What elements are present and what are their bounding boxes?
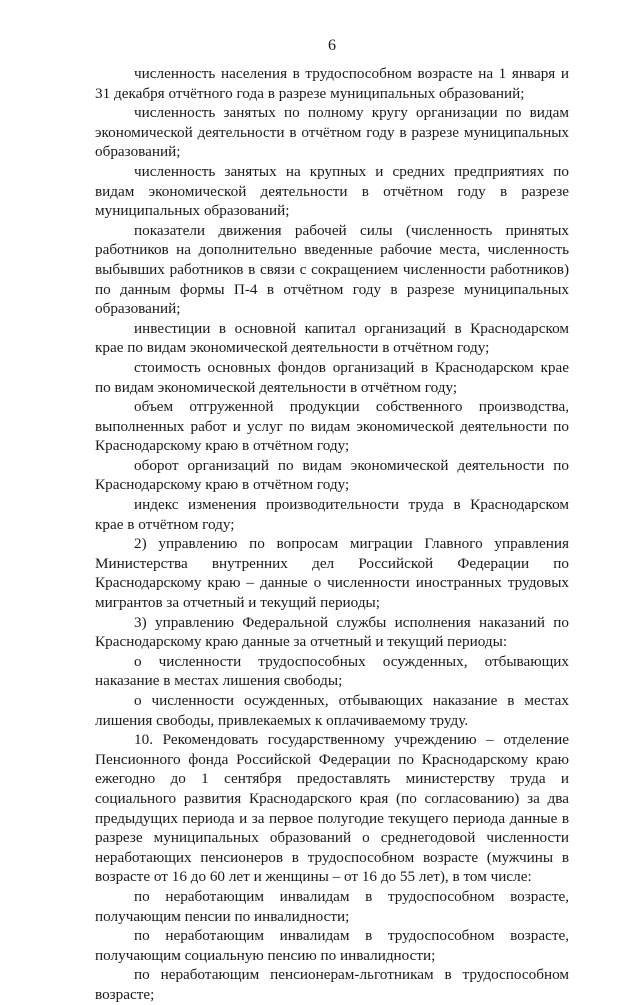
- paragraph: численность занятых по полному кругу организации по видам экономической деятельности в отчётном году в разрезе муниципальных образований;: [95, 104, 569, 161]
- paragraph: по неработающим инвалидам в трудоспособном возрасте, получающим пенсии по инвалидности;: [95, 887, 569, 925]
- paragraph: по неработающим инвалидам в трудоспособном возрасте, получающим социальную пенсию по инвалидности;: [95, 927, 569, 964]
- paragraph: о численности трудоспособных осужденных, отбывающих наказание в местах лишения свободы;: [95, 652, 569, 690]
- body-text: [95, 64, 569, 1005]
- paragraph: по неработающим пенсионерам-льготникам в трудоспособном возрасте;: [95, 966, 569, 1003]
- paragraph: 3) управлению Федеральной службы исполнения наказаний по Краснодарскому краю данные за отчетный и текущий периоды:: [95, 613, 569, 651]
- paragraph: объем отгруженной продукции собственного производства, выполненных работ и услуг по видам экономической деятельности по Краснодарскому краю в отчётном году;: [95, 398, 569, 455]
- paragraph: оборот организаций по видам экономической деятельности по Краснодарскому краю в отчётном году;: [95, 456, 569, 494]
- paragraph: показатели движения рабочей силы (численность принятых работников на дополнительно введенные рабочие места, численность выбывших работников в связи с сокращением численности работников) по данным формы П-4 в отчётном году в разрезе муниципальных образований;: [95, 221, 569, 318]
- paragraph: индекс изменения производительности труда в Краснодарском крае в отчётном году;: [95, 496, 569, 533]
- paragraph: стоимость основных фондов организаций в Краснодарском крае по видам экономической деятельности в отчётном году;: [95, 358, 569, 396]
- paragraph: инвестиции в основной капитал организаций в Краснодарском крае по видам экономической деятельности в отчётном году;: [95, 319, 569, 357]
- paragraph: о численности осужденных, отбывающих наказание в местах лишения свободы, привлекаемых к оплачиваемому труду.: [95, 692, 569, 729]
- paragraph: численность населения в трудоспособном возрасте на 1 января и 31 декабря отчётного года в разрезе муниципальных образований;: [95, 65, 569, 102]
- paragraph: 10. Рекомендовать государственному учреждению – отделение Пенсионного фонда Российской Федерации по Краснодарскому краю ежегодно до 1 сентября предоставлять министерству труда и социального развития Краснодарского края (по согласованию) за два предыдущих периода и за первое полугодие текущего периода данные в разрезе муниципальных образований о среднегодовой численности неработающих пенсионеров в трудоспособном возрасте (мужчины в возрасте от 16 до 60 лет и женщины – от 16 до 55 лет), в том числе:: [95, 731, 569, 886]
- paragraph: 2) управлению по вопросам миграции Главного управления Министерства внутренних дел Российской Федерации по Краснодарскому краю – данные о численности иностранных трудовых мигрантов за отчетный и текущий периоды;: [95, 535, 569, 612]
- paragraph: численность занятых на крупных и средних предприятиях по видам экономической деятельности в отчётном году в разрезе муниципальных образований;: [95, 162, 569, 220]
- page-number: 6: [328, 37, 336, 54]
